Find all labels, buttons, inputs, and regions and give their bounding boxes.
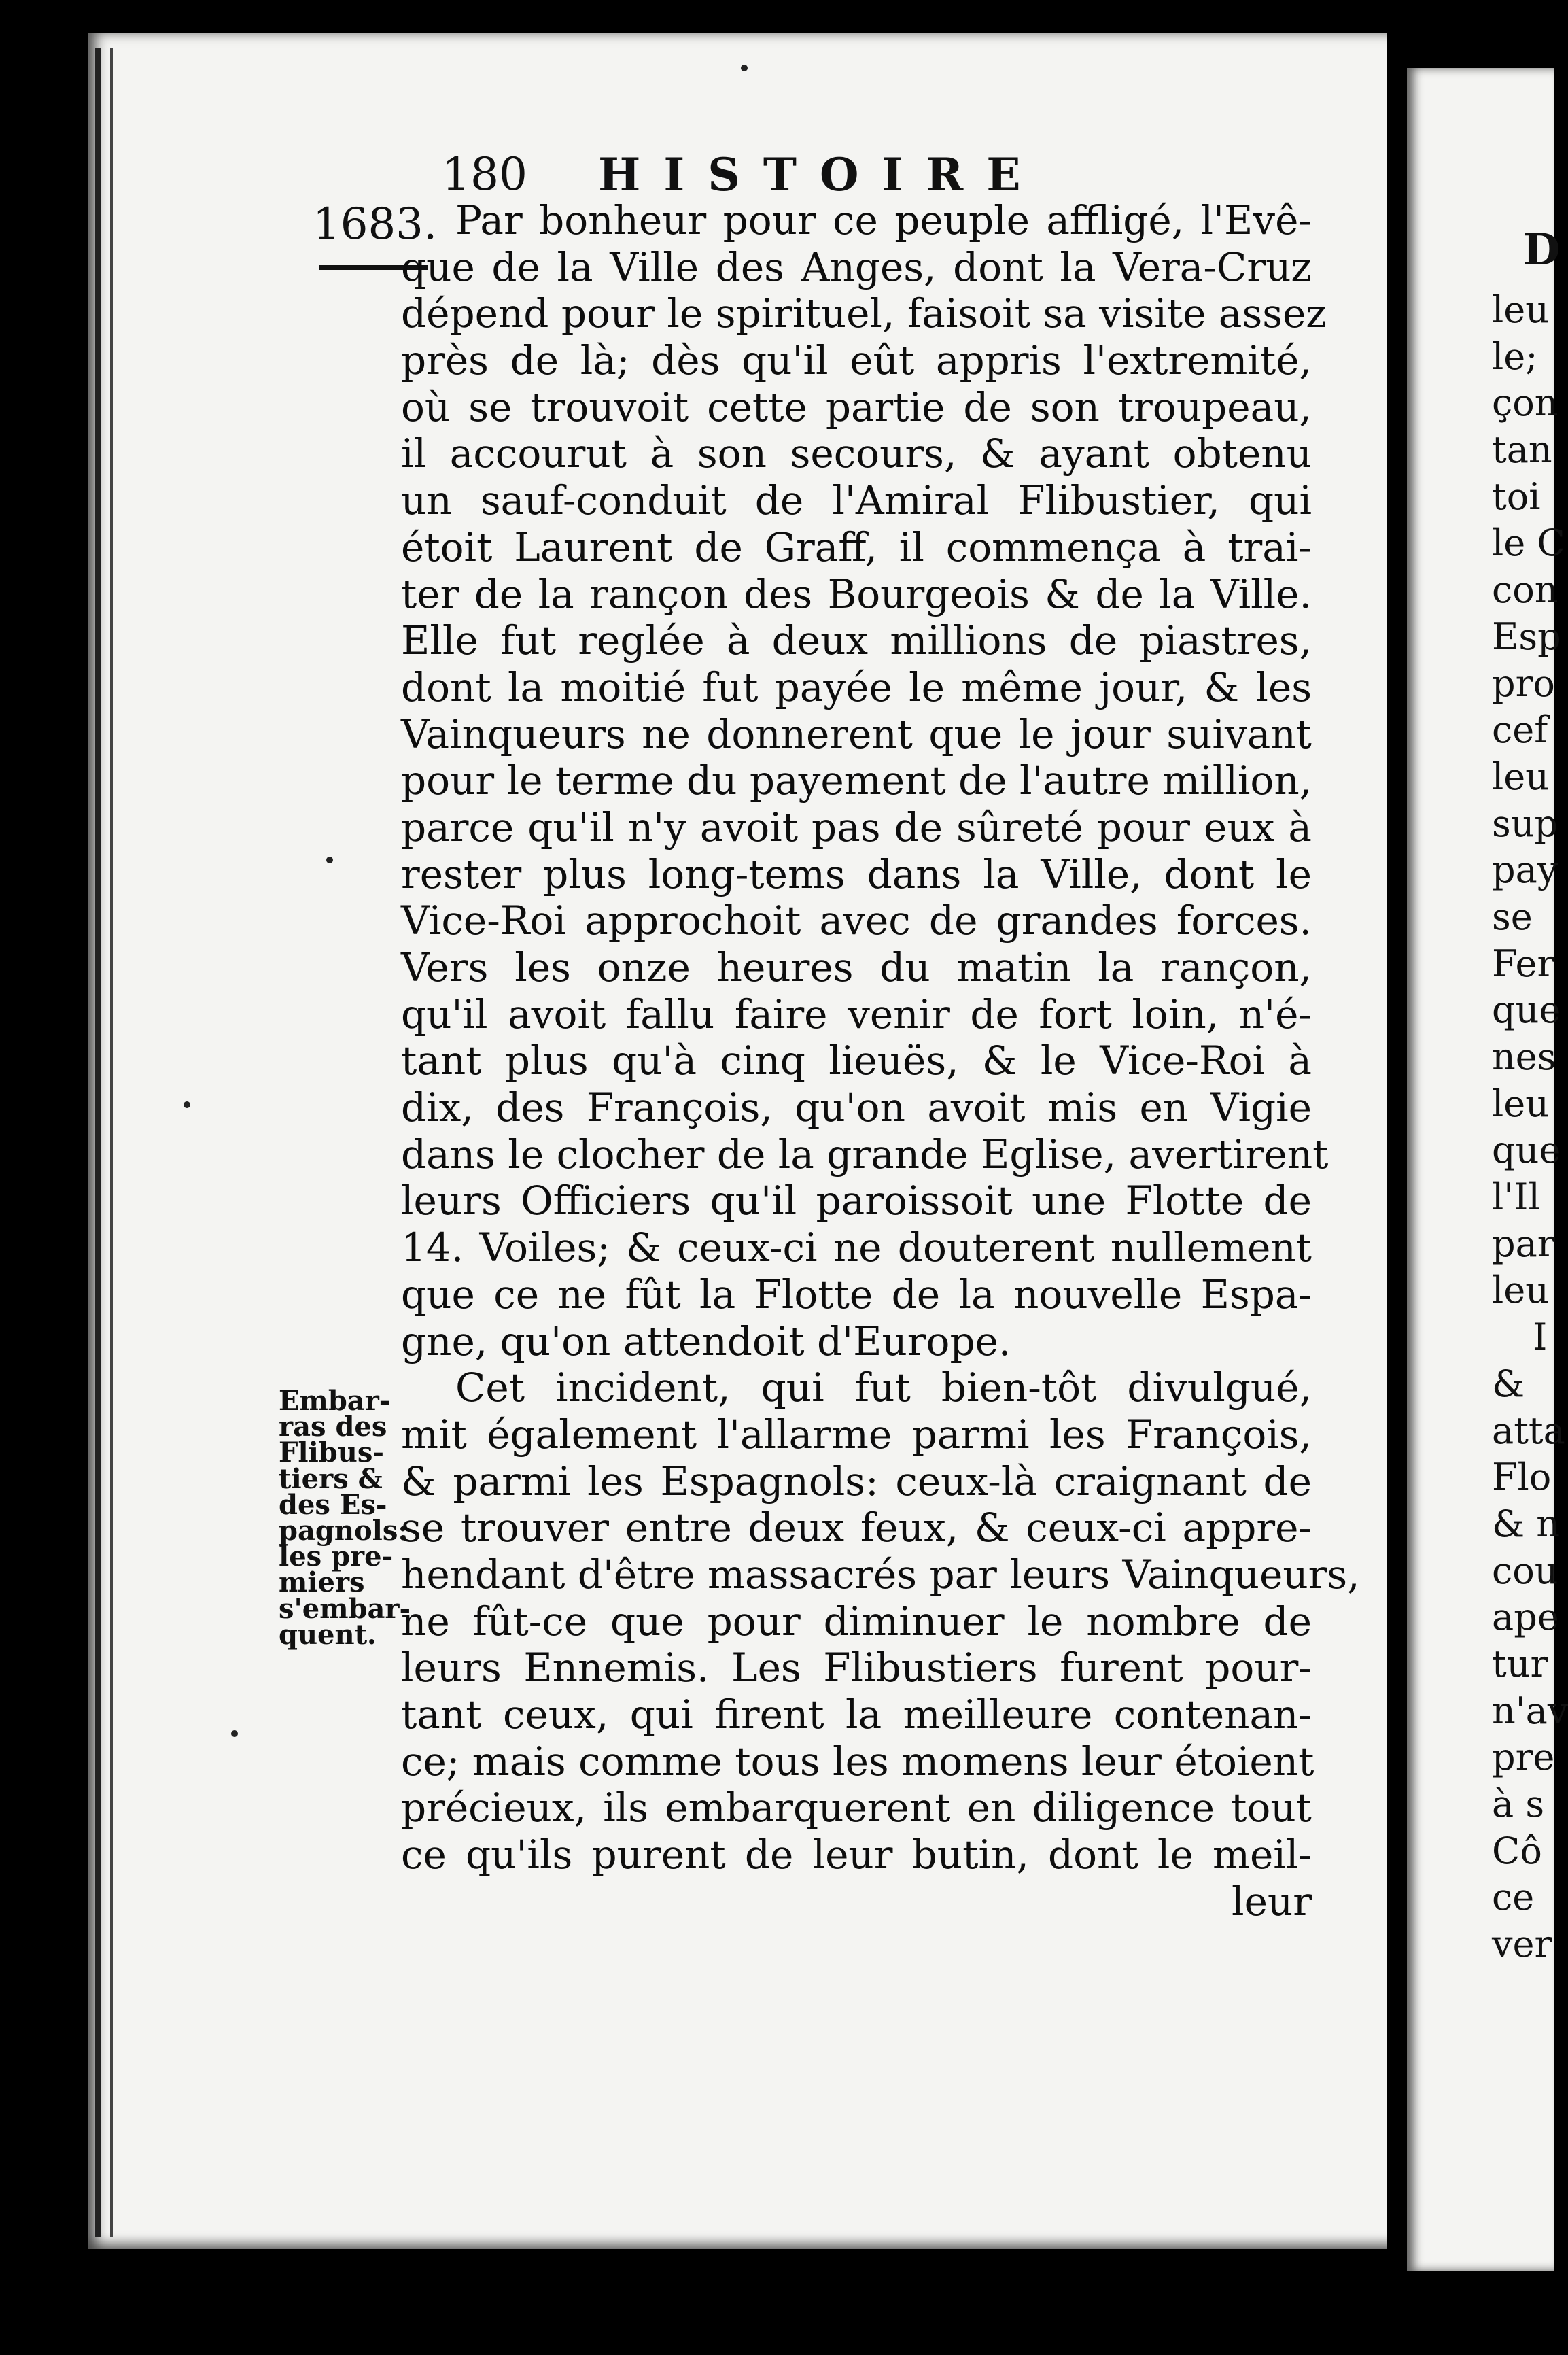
facing-text-line: l'Il: [1492, 1175, 1540, 1219]
margin-note-line: pagnols:: [279, 1514, 408, 1547]
facing-text-line: Fer: [1492, 942, 1555, 985]
facing-text-line: con: [1492, 568, 1558, 612]
margin-note-line: Embar-: [279, 1385, 391, 1417]
facing-text-line: nes: [1492, 1035, 1556, 1078]
text-line: 14. Voiles; & ceux-ci ne douterent nullement: [401, 1224, 1312, 1271]
facing-text-line: Esp: [1492, 615, 1561, 658]
facing-text-line: n'av: [1492, 1689, 1568, 1732]
text-line: ce qu'ils purent de leur butin, dont le meil-: [401, 1832, 1312, 1878]
catchword: leur: [1232, 1878, 1312, 1925]
facing-text-line: pay: [1492, 848, 1558, 892]
text-line: où se trouvoit cette partie de son troupeau,: [401, 383, 1312, 430]
facing-text-line: par: [1492, 1222, 1555, 1265]
facing-page-header: D: [1522, 224, 1561, 275]
text-line: tant plus qu'à cinq lieuës, & le Vice-Roi à: [401, 1037, 1312, 1084]
facing-text-line: toi: [1492, 475, 1541, 518]
text-line: dont la moitié fut payée le même jour, & les: [401, 664, 1312, 710]
page-header: [442, 144, 1278, 205]
facing-text-line: leu: [1492, 1269, 1550, 1312]
text-line: dépend pour le spirituel, faisoit sa visite assez: [401, 290, 1327, 337]
margin-note-line: miers: [279, 1566, 365, 1599]
facing-text-line: que: [1492, 1129, 1561, 1172]
facing-text-line: cef: [1492, 708, 1548, 752]
facing-text-line: ce: [1492, 1876, 1535, 1919]
text-line: parce qu'il n'y avoit pas de sûreté pour eux à: [401, 804, 1312, 850]
facing-page-text: [1492, 287, 1568, 1968]
margin-note-line: quent.: [279, 1618, 377, 1651]
text-line: Cet incident, qui fut bien-tôt divulgué,: [455, 1364, 1312, 1411]
margin-note-line: tiers &: [279, 1462, 383, 1495]
text-line: & parmi les Espagnols: ceux-là craignant de: [401, 1458, 1312, 1505]
facing-text-line: pro: [1492, 661, 1555, 705]
text-line: pour le terme du payement de l'autre million,: [401, 757, 1312, 804]
text-line: un sauf-conduit de l'Amiral Flibustier, qui: [401, 477, 1312, 524]
facing-text-line: à s: [1492, 1783, 1545, 1825]
text-line: ne fût-ce que pour diminuer le nombre de: [401, 1598, 1312, 1645]
print-speck: [231, 1730, 238, 1737]
print-speck: [184, 1101, 190, 1108]
facing-text-line: &: [1492, 1362, 1525, 1405]
text-line: se trouver entre deux feux, & ceux-ci appre-: [401, 1505, 1312, 1551]
text-line: dans le clocher de la grande Eglise, avertirent: [401, 1131, 1329, 1178]
body-text: [401, 197, 1360, 1925]
text-line: gne, qu'on attendoit d'Europe.: [401, 1318, 1011, 1364]
text-line: il accourut à son secours, & ayant obtenu: [401, 430, 1312, 477]
margin-note-line: Flibus-: [279, 1437, 384, 1469]
facing-text-line: tan: [1492, 428, 1552, 472]
text-line: leurs Ennemis. Les Flibustiers furent pour-: [401, 1645, 1312, 1691]
text-line: ce; mais comme tous les momens leur étoient: [401, 1738, 1314, 1785]
facing-text-line: Flo: [1492, 1456, 1552, 1499]
facing-text-line: leu: [1492, 755, 1550, 798]
facing-text-line: I: [1533, 1316, 1548, 1359]
running-title: HISTOIRE: [598, 148, 1044, 201]
facing-text-line: le C: [1492, 521, 1565, 565]
text-line: tant ceux, qui firent la meilleure contenan-: [401, 1691, 1312, 1738]
text-line: près de là; dès qu'il eût appris l'extremité,: [401, 337, 1312, 384]
text-line: Elle fut reglée à deux millions de piastres,: [401, 617, 1312, 664]
facing-text-line: ape: [1492, 1596, 1559, 1639]
facing-text-line: pre: [1492, 1736, 1555, 1779]
text-line: qu'il avoit fallu faire venir de fort loin, n'é-: [401, 991, 1312, 1037]
text-line: étoit Laurent de Graff, il commença à trai-: [401, 523, 1312, 570]
text-line: Par bonheur pour ce peuple affligé, l'Evê-: [455, 197, 1312, 243]
text-line: que de la Ville des Anges, dont la Vera-Cruz: [401, 243, 1312, 290]
text-line: Vice-Roi approchoit avec de grandes forces.: [401, 897, 1312, 944]
text-line: Vers les onze heures du matin la rançon,: [401, 944, 1312, 991]
facing-text-line: leu: [1492, 1082, 1550, 1125]
marginal-year: 1683.: [313, 199, 438, 250]
facing-text-line: cou: [1492, 1549, 1558, 1592]
book-gutter: [1387, 27, 1407, 2271]
text-line: ter de la rançon des Bourgeois & de la Ville.: [401, 570, 1312, 617]
facing-text-line: le;: [1492, 334, 1538, 378]
text-line: hendant d'être massacrés par leurs Vainqueurs,: [401, 1551, 1360, 1598]
text-line: dix, des François, qu'on avoit mis en Vigie: [401, 1084, 1312, 1131]
book-page-right: [1407, 68, 1568, 2271]
facing-text-line: que: [1492, 989, 1561, 1032]
text-line: précieux, ils embarquerent en diligence tout: [401, 1785, 1312, 1832]
text-line: mit également l'allarme parmi les François,: [401, 1411, 1312, 1458]
margin-note-line: des Es-: [279, 1488, 387, 1521]
facing-text-line: & n: [1492, 1502, 1561, 1545]
facing-text-line: ver: [1492, 1923, 1552, 1966]
margin-note-line: ras des: [279, 1411, 387, 1443]
text-line: que ce ne fût la Flotte de la nouvelle Espa-: [401, 1271, 1312, 1318]
page-edge-shadow: [95, 48, 101, 2237]
facing-text-line: se: [1492, 895, 1533, 938]
page-number: 180: [442, 148, 527, 201]
text-line: rester plus long-tems dans la Ville, dont le: [401, 850, 1312, 897]
page-edge-shadow: [110, 48, 113, 2237]
facing-text-line: leu: [1492, 288, 1550, 331]
print-speck: [741, 65, 748, 71]
facing-text-line: Cô: [1492, 1829, 1542, 1872]
margin-note: [279, 1385, 411, 1651]
margin-note-line: les pre-: [279, 1541, 394, 1573]
print-speck: [326, 857, 333, 863]
text-line: Vainqueurs ne donnerent que le jour suivant: [401, 710, 1312, 757]
margin-note-line: s'embar-: [279, 1592, 411, 1625]
facing-text-line: çon: [1492, 381, 1558, 425]
facing-text-line: atta: [1492, 1409, 1565, 1452]
facing-text-line: tur: [1492, 1642, 1548, 1685]
text-line: leurs Officiers qu'il paroissoit une Flotte de: [401, 1178, 1312, 1224]
facing-text-line: sup: [1492, 802, 1558, 845]
